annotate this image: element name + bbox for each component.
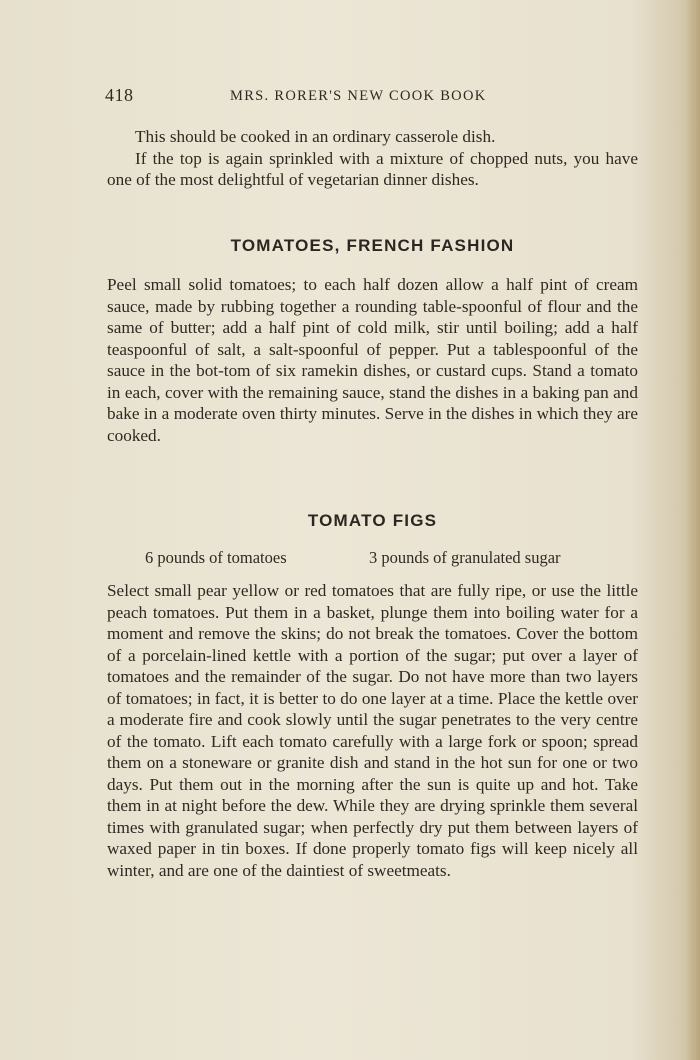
intro-paragraph-1: This should be cooked in an ordinary casserole dish. bbox=[135, 127, 496, 146]
recipe-body-tomatoes-french-fashion bbox=[107, 274, 638, 446]
page-header bbox=[105, 85, 640, 109]
intro-text bbox=[107, 126, 638, 191]
ingredient-item: 6 pounds of tomatoes bbox=[145, 548, 287, 567]
page-number: 418 bbox=[105, 85, 134, 105]
recipe-title-tomatoes-french-fashion: TOMATOES, FRENCH FASHION bbox=[230, 236, 515, 255]
recipe-body-tomato-figs bbox=[107, 580, 638, 881]
recipe-paragraph: Select small pear yellow or red tomatoes that are fully ripe, or use the little peach tomatoes. Put them in a basket, plunge them into boiling water for a moment and remove the skins; do not break the tomatoes. Cover the bottom of a porcelain-lined kettle with a portion of the sugar; put over a layer of tomatoes and the remainder of the sugar. Do not have more than two layers of tomatoes; in fact, it is better to do one layer at a time. Place the kettle over a moderate fire and cook slowly until the sugar penetrates to the very centre of the tomato. Lift each tomato carefully with a large fork or spoon; spread them on a stoneware or granite dish and stand in the hot sun for one or two days. Put them out in the morning after the sun is quite up and hot. Take them in at night before the dew. While they are drying sprinkle them several times with granulated sugar; when perfectly dry put them between layers of waxed paper in tin boxes. If done properly tomato figs will keep nicely all winter, and are one of the daintiest of sweetmeats. bbox=[107, 581, 638, 880]
ingredient-list bbox=[107, 548, 638, 570]
page-edge-shadow bbox=[686, 0, 700, 1060]
recipe-paragraph: Peel small solid tomatoes; to each half dozen allow a half pint of cream sauce, made by rubbing together a rounding table-spoonful of flour and the same of butter; add a half pint of cold milk, stir until boiling; add a half teaspoonful of salt, a salt-spoonful of pepper. Put a tablespoonful of the sauce in the bot-tom of six ramekin dishes, or custard cups. Stand a tomato in each, cover with the remaining sauce, stand the dishes in a baking pan and bake in a moderate oven thirty minutes. Serve in the dishes in which they are cooked. bbox=[107, 275, 638, 445]
recipe-title-tomato-figs: TOMATO FIGS bbox=[307, 511, 438, 530]
intro-paragraph-2: If the top is again sprinkled with a mixture of chopped nuts, you have one of the most delightful of vegetarian dinner dishes. bbox=[107, 148, 638, 189]
running-title: MRS. RORER'S NEW COOK BOOK bbox=[230, 88, 487, 104]
ingredient-item: 3 pounds of granulated sugar bbox=[369, 548, 561, 567]
